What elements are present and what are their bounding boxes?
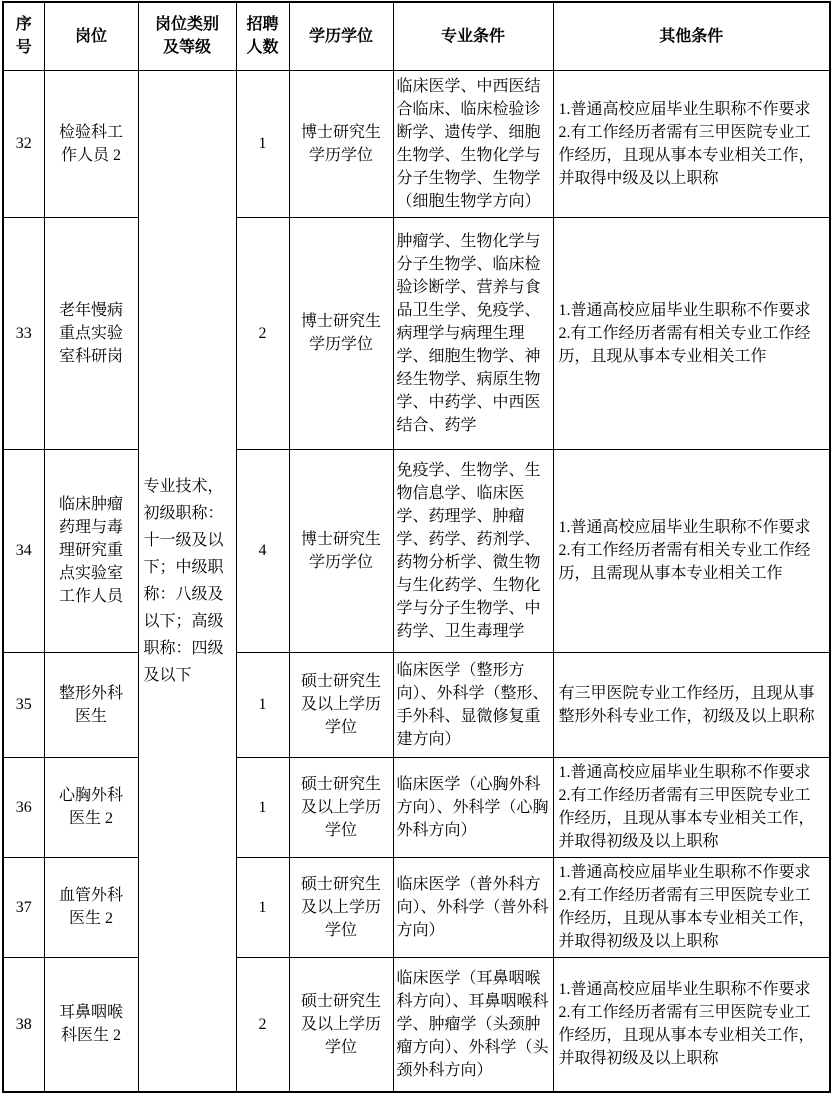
other-cell: [553, 857, 830, 957]
header-degree: 学历学位: [289, 2, 393, 70]
other-item: 1.普通高校应届毕业生职称不作要求: [558, 981, 811, 999]
position-cell: 耳鼻咽喉科医生 2: [44, 957, 138, 1092]
headcount-cell: 1: [236, 857, 289, 957]
major-cell: 肿瘤学、生物化学与分子生物学、临床检验诊断学、营养与食品卫生学、免疫学、病理学与病理生理学、细胞生物学、神经生物学、病原生物学、中药学、中西医结合、药学: [393, 217, 553, 449]
page: [0, 1, 831, 1109]
header-category: 岗位类别及等级: [138, 2, 236, 70]
headcount-cell: 4: [236, 449, 289, 652]
header-major: 专业条件: [393, 2, 553, 70]
headcount-cell: 1: [236, 652, 289, 757]
other-cell: [553, 957, 830, 1092]
other-item: 2.有工作经历者需有相关专业工作经历，且现从事本专业相关工作: [558, 324, 811, 365]
header-position: 岗位: [44, 2, 138, 70]
major-cell: 临床医学（整形方向）、外科学（整形、手外科、显微修复重建方向）: [393, 652, 553, 757]
major-cell: 临床医学（心胸外科方向）、外科学（心胸外科方向）: [393, 757, 553, 857]
position-cell: 血管外科医生 2: [44, 857, 138, 957]
degree-cell: 硕士研究生及以上学历学位: [289, 857, 393, 957]
degree-cell: 博士研究生学历学位: [289, 70, 393, 217]
table-row: [3, 652, 830, 757]
other-item: 2.有工作经历者需有三甲医院专业工作经历，且现从事本专业相关工作，并取得初级及以上职称: [558, 787, 815, 850]
major-cell: 临床医学、中西医结合临床、临床检验诊断学、遗传学、细胞生物学、生物化学与分子生物学、生物学（细胞生物学方向）: [393, 70, 553, 217]
table-row: [3, 70, 830, 217]
other-item: 有三甲医院专业工作经历，且现从事整形外科专业工作，初级及以上职称: [558, 684, 815, 725]
table-row: [3, 857, 830, 957]
position-cell: 心胸外科医生 2: [44, 757, 138, 857]
table-row: [3, 449, 830, 652]
other-item: 1.普通高校应届毕业生职称不作要求: [558, 864, 811, 881]
header-no: 序号: [3, 2, 44, 70]
row-number: 38: [3, 957, 44, 1092]
position-cell: 整形外科医生: [44, 652, 138, 757]
other-item: 2.有工作经历者需有相关专业工作经历，且需现从事本专业相关工作: [558, 542, 811, 582]
other-cell: [553, 449, 830, 652]
other-cell: [553, 757, 830, 857]
position-cell: 检验科工作人员 2: [44, 70, 138, 217]
row-number: 34: [3, 449, 44, 652]
position-cell: 老年慢病重点实验室科研岗: [44, 217, 138, 449]
headcount-cell: 1: [236, 70, 289, 217]
header-other: 其他条件: [553, 2, 830, 70]
other-item: 1.普通高校应届毕业生职称不作要求: [558, 764, 811, 781]
other-cell: [553, 652, 830, 757]
degree-cell: 硕士研究生及以上学历学位: [289, 757, 393, 857]
major-cell: 临床医学（普外科方向）、外科学（普外科方向）: [393, 857, 553, 957]
other-cell: [553, 217, 830, 449]
table-row: [3, 217, 830, 449]
recruitment-table: [2, 1, 831, 1093]
category-merged-cell: 专业技术，初级职称：十一级及以下；中级职称：八级及以下；高级职称：四级及以下: [138, 70, 236, 1092]
row-number: 32: [3, 70, 44, 217]
other-item: 1.普通高校应届毕业生职称不作要求: [558, 100, 811, 118]
other-item: 2.有工作经历者需有三甲医院专业工作经历，且现从事本专业相关工作，并取得初级及以上职称: [558, 1004, 815, 1068]
header-count: 招聘人数: [236, 2, 289, 70]
row-number: 36: [3, 757, 44, 857]
degree-cell: 硕士研究生及以上学历学位: [289, 652, 393, 757]
other-item: 2.有工作经历者需有三甲医院专业工作经历，且现从事本专业相关工作，并取得中级及以上职称: [558, 123, 815, 187]
headcount-cell: 1: [236, 757, 289, 857]
other-item: 1.普通高校应届毕业生职称不作要求: [558, 519, 811, 536]
header-row: [3, 2, 830, 70]
degree-cell: 博士研究生学历学位: [289, 217, 393, 449]
other-cell: [553, 70, 830, 217]
other-item: 2.有工作经历者需有三甲医院专业工作经历，且现从事本专业相关工作，并取得初级及以上职称: [558, 887, 815, 950]
headcount-cell: 2: [236, 217, 289, 449]
degree-cell: 博士研究生学历学位: [289, 449, 393, 652]
table-row: [3, 757, 830, 857]
headcount-cell: 2: [236, 957, 289, 1092]
position-cell: 临床肿瘤药理与毒理研究重点实验室工作人员: [44, 449, 138, 652]
row-number: 35: [3, 652, 44, 757]
other-item: 1.普通高校应届毕业生职称不作要求: [558, 301, 811, 319]
row-number: 33: [3, 217, 44, 449]
degree-cell: 硕士研究生及以上学历学位: [289, 957, 393, 1092]
major-cell: 免疫学、生物学、生物信息学、临床医学、药理学、肿瘤学、药学、药剂学、药物分析学、微生物与生化药学、生物化学与分子生物学、中药学、卫生毒理学: [393, 449, 553, 652]
major-cell: 临床医学（耳鼻咽喉科方向）、耳鼻咽喉科学、肿瘤学（头颈肿瘤方向）、外科学（头颈外科方向）: [393, 957, 553, 1092]
row-number: 37: [3, 857, 44, 957]
table-row: [3, 957, 830, 1092]
